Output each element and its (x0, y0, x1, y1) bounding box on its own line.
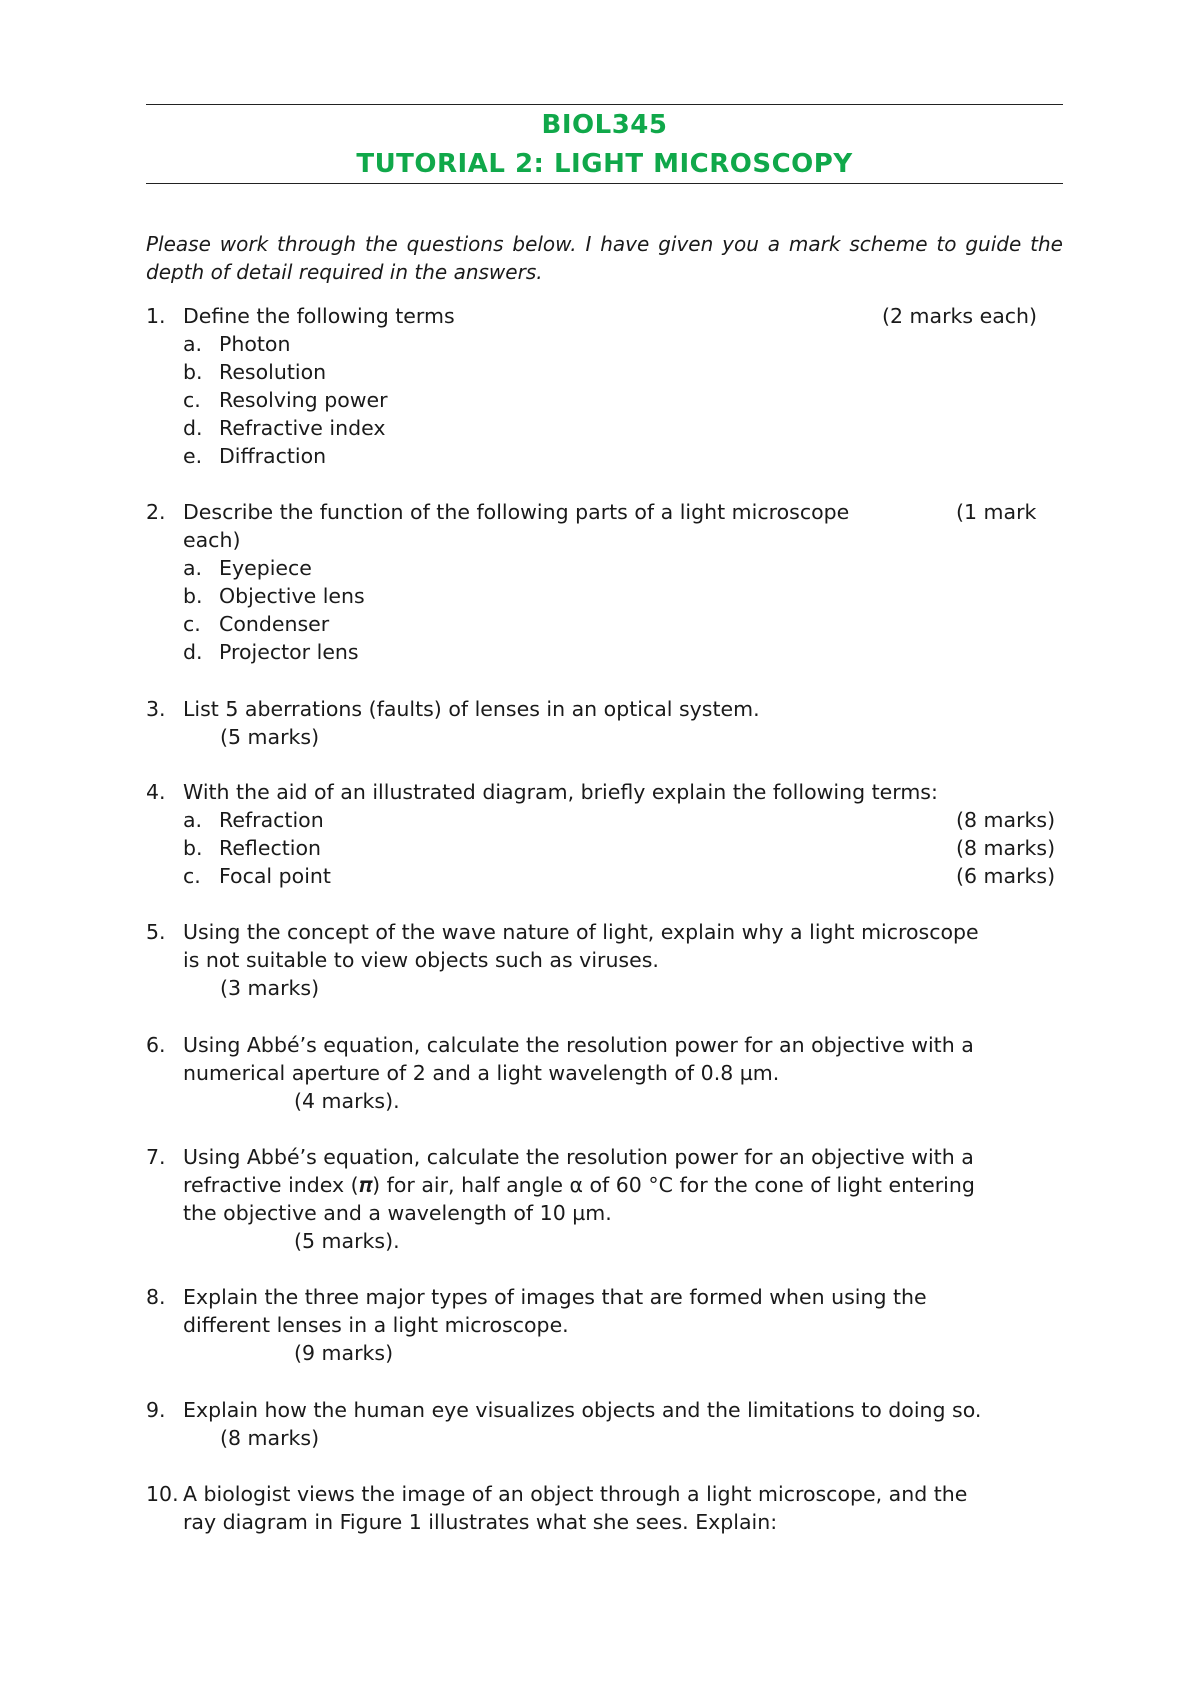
item-letter: a. (183, 808, 203, 832)
item-text: Resolving power (219, 388, 388, 412)
question-text-line-2: refractive index (𝝅) for air, half angle α of 60 °C for the cone of light entering (183, 1173, 975, 1197)
item-letter: b. (183, 584, 203, 608)
question-marks: (5 marks) (220, 725, 320, 749)
item-text: Refraction (219, 808, 324, 832)
header-bottom-rule (146, 183, 1063, 184)
question-text: With the aid of an illustrated diagram, briefly explain the following terms: (183, 780, 938, 804)
item-text: Resolution (219, 360, 327, 384)
item-letter: d. (183, 640, 203, 664)
question-marks: (2 marks each) (882, 304, 1038, 328)
question-text-line-1: Explain the three major types of images that are formed when using the (183, 1285, 927, 1309)
question-text-line-1: Using Abbé’s equation, calculate the resolution power for an objective with a (183, 1145, 974, 1169)
question-marks: (9 marks) (294, 1341, 394, 1365)
item-letter: b. (183, 836, 203, 860)
question-number: 1. (146, 304, 166, 328)
question-marks: (8 marks) (220, 1426, 320, 1450)
question-number: 10. (146, 1482, 179, 1506)
question-marks: (5 marks). (294, 1229, 400, 1253)
question-number: 8. (146, 1285, 166, 1309)
question-text-line-1: A biologist views the image of an object through a light microscope, and the (183, 1482, 968, 1506)
item-text: Reflection (219, 836, 321, 860)
question-text-line-2: ray diagram in Figure 1 illustrates what she sees. Explain: (183, 1510, 778, 1534)
question-text-line-2: each) (183, 528, 241, 552)
course-code: BIOL345 (541, 110, 668, 140)
question-number: 2. (146, 500, 166, 524)
question-text: Define the following terms (183, 304, 455, 328)
item-letter: a. (183, 556, 203, 580)
item-marks: (8 marks) (956, 808, 1056, 832)
intro-paragraph: Please work through the questions below. I have given you a mark scheme to guide the depth of detail required in the answers. (146, 232, 1063, 284)
question-marks: (3 marks) (220, 976, 320, 1000)
question-text: List 5 aberrations (faults) of lenses in an optical system. (183, 697, 760, 721)
question-number: 6. (146, 1033, 166, 1057)
question-number: 3. (146, 697, 166, 721)
item-letter: a. (183, 332, 203, 356)
item-text: Eyepiece (219, 556, 312, 580)
item-text: Condenser (219, 612, 330, 636)
tutorial-title: TUTORIAL 2: LIGHT MICROSCOPY (356, 149, 853, 179)
question-marks: (1 mark (956, 500, 1037, 524)
item-text: Photon (219, 332, 291, 356)
item-marks: (8 marks) (956, 836, 1056, 860)
question-text-line-2: numerical aperture of 2 and a light wavelength of 0.8 µm. (183, 1061, 780, 1085)
question-text-line-2: different lenses in a light microscope. (183, 1313, 569, 1337)
question-number: 7. (146, 1145, 166, 1169)
item-letter: d. (183, 416, 203, 440)
header-top-rule (146, 104, 1063, 105)
item-text: Objective lens (219, 584, 365, 608)
item-marks: (6 marks) (956, 864, 1056, 888)
item-letter: c. (183, 388, 201, 412)
question-number: 9. (146, 1398, 166, 1422)
item-text: Focal point (219, 864, 331, 888)
item-letter: c. (183, 612, 201, 636)
item-text: Refractive index (219, 416, 386, 440)
question-text-line-2: is not suitable to view objects such as viruses. (183, 948, 659, 972)
question-number: 5. (146, 920, 166, 944)
question-text-line-3: the objective and a wavelength of 10 µm. (183, 1201, 612, 1225)
item-text: Diffraction (219, 444, 327, 468)
question-text-line-1: Explain how the human eye visualizes objects and the limitations to doing so. (183, 1398, 982, 1422)
question-text-line-1: Using the concept of the wave nature of light, explain why a light microscope (183, 920, 979, 944)
item-letter: e. (183, 444, 203, 468)
question-number: 4. (146, 780, 166, 804)
item-letter: c. (183, 864, 201, 888)
item-text: Projector lens (219, 640, 359, 664)
item-letter: b. (183, 360, 203, 384)
question-text-line-1: Describe the function of the following parts of a light microscope (183, 500, 850, 524)
question-marks: (4 marks). (294, 1089, 400, 1113)
question-text-line-1: Using Abbé’s equation, calculate the resolution power for an objective with a (183, 1033, 974, 1057)
